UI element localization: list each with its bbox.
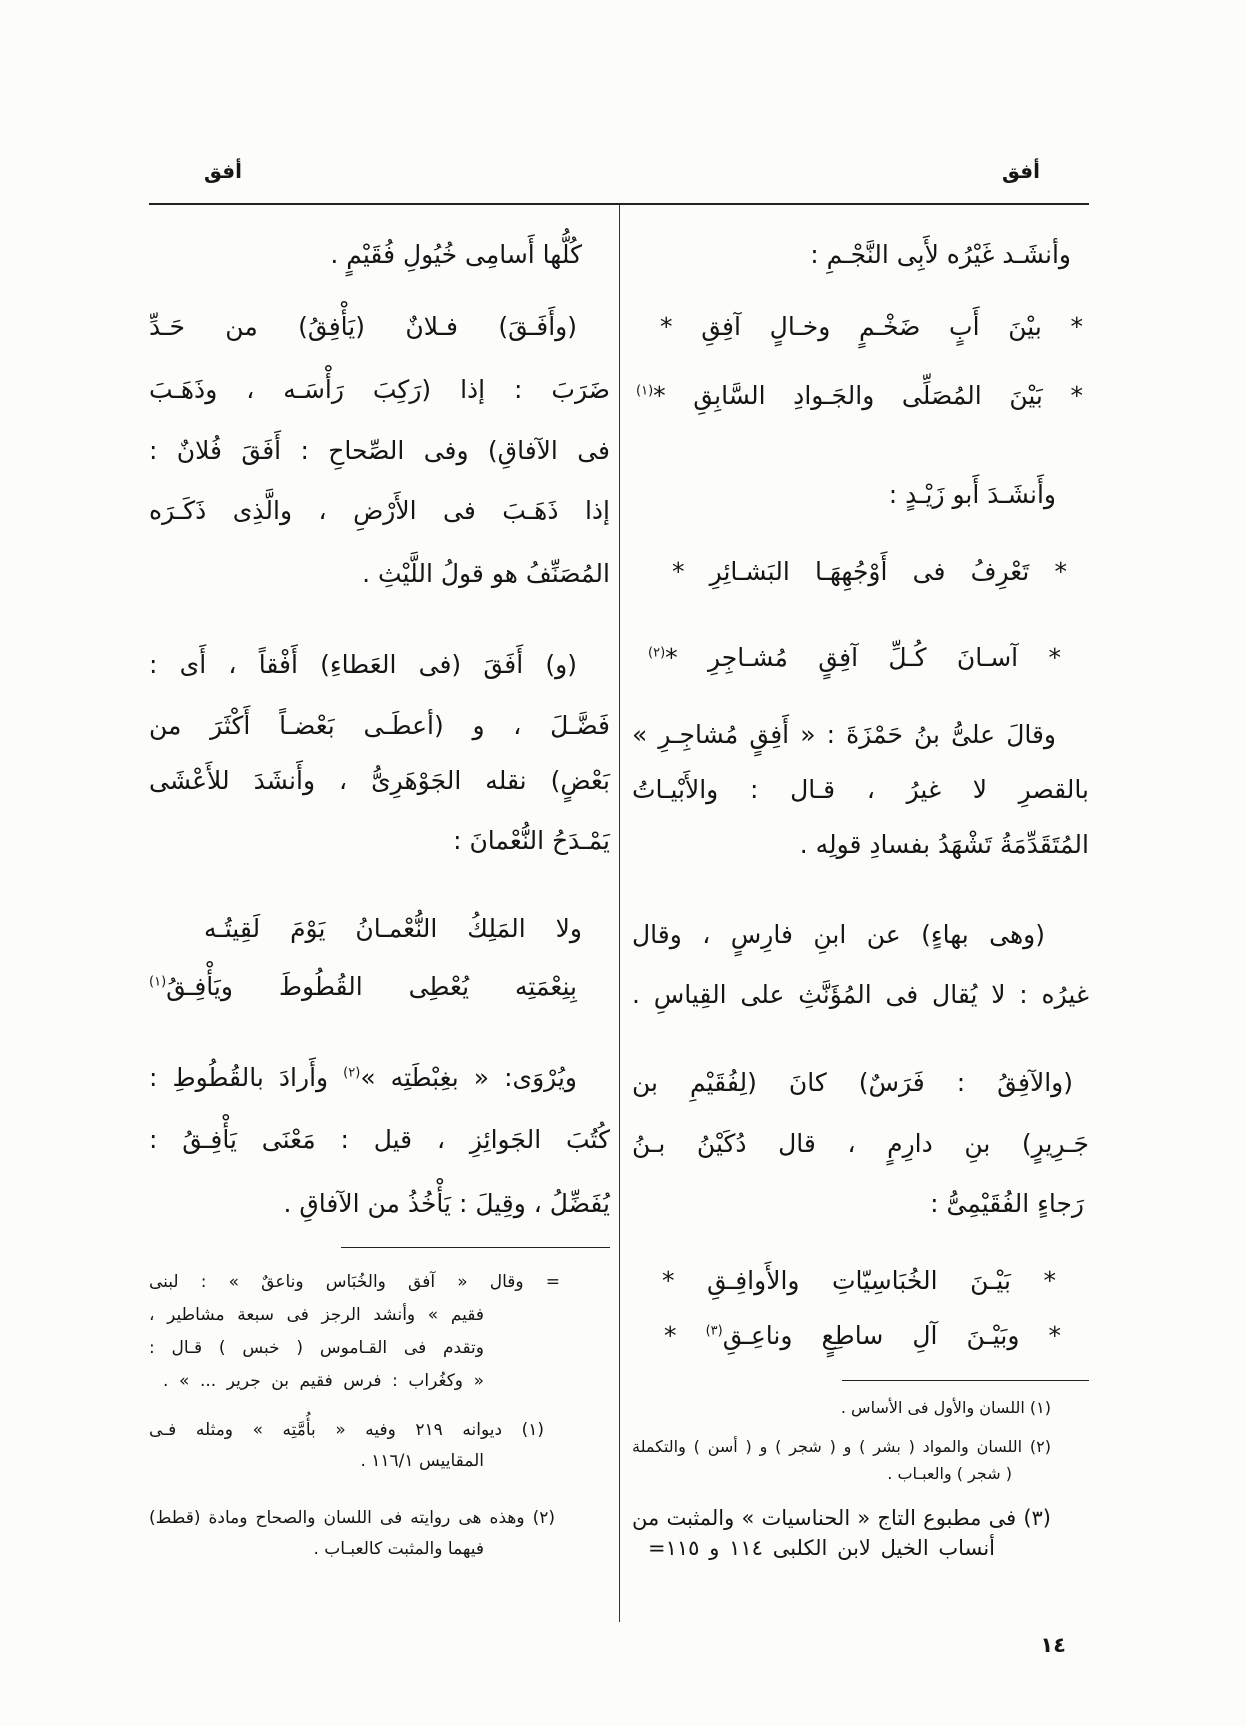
line-text: * بَيْـنَ الخُبَاسِيّاتِ والأَوافِـقِ * [662, 1266, 1056, 1295]
footnote-line: (١) ديوانه ٢١٩ وفيه « بأُمَّتِه » ومثله فـى [149, 1420, 544, 1440]
footnote-line: وتقدم فى القـاموس ( خبس ) قـال : [149, 1338, 484, 1358]
line-text: * بَيْنَ المُصَلِّى والجَـوادِ السَّابِقِ * [653, 381, 1083, 410]
line-text: وقالَ علىُّ بنُ حَمْزَةَ : « أَفِقٍ مُشاجِـرِ » [632, 720, 1056, 749]
line-text: بالقصرِ لا غيرُ ، قـال : والأَبْيـاتُ [632, 775, 1089, 804]
page-number: ١٤ [1040, 1633, 1066, 1657]
footnote-line: (١) اللسان والأول فى الأساس . [840, 1398, 1051, 1417]
verse-line [632, 309, 1089, 345]
line-text: كُتُبَ الجَوائِزِ ، قيل : مَعْنَى يَأْفِـقُ : [149, 1125, 610, 1154]
footnote-line: (٢) اللسان والمواد ( بشر ) و ( شجر ) و ( أسن ) والتكملة [632, 1437, 1051, 1456]
line-text: (و) أَفَقَ (فى العَطاءِ) أَفْقاً ، أَى : [149, 650, 577, 679]
text-line [149, 708, 610, 744]
line-text: ضَرَبَ : إذا (رَكِبَ رَأْسَـه ، وذَهَـبَ [149, 375, 610, 404]
verse-line [149, 911, 610, 947]
line-text: وأَرادَ بالقُطُوطِ : [149, 1063, 344, 1092]
line-text: إذا ذَهَـبَ فى الأَرْضِ ، والَّذِى ذَكَـرَه [149, 496, 610, 525]
text-line [149, 237, 610, 273]
line-text: * بيْنَ أَبٍ ضَخْـمٍ وخـالٍ آفِقِ * [660, 312, 1083, 341]
footnote-marker: (٣) [705, 1323, 723, 1339]
text-line [632, 917, 1089, 953]
text-line [149, 763, 610, 799]
line-text: يُفَضِّلُ ، وقِيلَ : يَأْخُذُ من الآفاقِ . [283, 1189, 610, 1218]
line-text: * تَعْرِفُ فى أَوْجُهِهَـا البَشـائِرِ * [672, 557, 1067, 586]
footnote-line: فيهما والمثبت كالعبـاب . [313, 1539, 484, 1559]
footnote-rule [341, 1247, 610, 1248]
line-text: غيرُه : لا يُقال فى المُؤَنَّثِ على القِياسِ . [632, 980, 1089, 1009]
text-line [149, 1060, 610, 1096]
running-head-left: أفق [204, 159, 242, 183]
line-text: كُلُّها أَسامِى خُيُولِ فُقَيْمٍ . [330, 240, 582, 269]
line-text: (وأَفَـقَ) فـلانٌ (يَأْفِقُ) من حَـدِّ [149, 312, 577, 341]
line-text: ولا المَلِكُ النُّعْمـانُ يَوْمَ لَقِيتُـه [204, 914, 582, 943]
text-line [149, 1186, 610, 1222]
line-text: وأَنشَـدَ أَبو زَيْـدٍ : [888, 480, 1056, 509]
text-line [632, 1126, 1089, 1162]
line-text: المُصَنِّفُ هو قولُ اللَّيْثِ . [362, 559, 610, 588]
line-text: (وهى بهاءٍ) عن ابنِ فارِسٍ ، وقال [632, 920, 1045, 949]
verse-line [149, 969, 610, 1005]
line-text: * وبَيْـنَ آلِ ساطِعٍ وناعِـقِ [722, 1321, 1061, 1350]
line-text: * [664, 1321, 706, 1350]
footnote-line: ( شجر ) والعبـاب . [887, 1464, 1012, 1483]
text-line [149, 1122, 610, 1158]
text-line [149, 372, 610, 408]
text-line [632, 477, 1089, 513]
verse-line [632, 378, 1089, 414]
line-text: يَمْـدَحُ النُّعْمانَ : [453, 826, 610, 855]
line-text: المُتَقَدِّمَةُ تَشْهَدُ بفسادِ قولِه . [799, 830, 1089, 859]
verse-line [632, 554, 1089, 590]
footnote-marker: (١) [149, 974, 167, 990]
text-line [149, 823, 610, 859]
line-text: * آسـانَ كُـلِّ آفِقٍ مُشـاجِرِ * [665, 643, 1061, 672]
footnote-marker: (١) [636, 383, 654, 399]
verse-line [632, 1318, 1089, 1354]
line-text: جَـرِيرٍ) بنِ دارِمٍ ، قال دُكَيْنُ بـنُ [632, 1129, 1089, 1158]
footnote-marker: (٢) [648, 645, 666, 661]
verse-line [632, 1263, 1089, 1299]
text-line [149, 493, 610, 529]
line-text: ويُرْوَى: « بغِبْطَتِه » [360, 1063, 577, 1092]
column-divider [619, 205, 620, 1622]
text-line [149, 647, 610, 683]
text-line [632, 1186, 1089, 1222]
text-line [149, 556, 610, 592]
line-text: فَضَّـلَ ، و (أعطَـى بَعْضـاً أَكْثَرَ من [149, 711, 610, 740]
line-text: فى الآفاقِ) وفى الصِّحاحِ : أَفَقَ فُلانٌ : [149, 436, 610, 465]
line-text: بِنِعْمَتِه يُعْطِى القُطُوطَ ويَأْفِـقُ [166, 972, 577, 1001]
line-text: بَعْضٍ) نقله الجَوْهَرِىُّ ، وأَنشَدَ للأَعْشَى [149, 766, 610, 795]
verse-line [632, 640, 1089, 676]
line-text: وأنشَـد غَيْرُه لأَبِى النَّجْـمِ : [810, 240, 1071, 269]
text-line [632, 977, 1089, 1013]
footnote-line: فقيم » وأنشد الرجز فى سبعة مشاطير ، [149, 1305, 484, 1325]
text-line [149, 433, 610, 469]
text-line [149, 309, 610, 345]
line-text: رَجاءٍ الفُقَيْمِىُّ : [930, 1189, 1084, 1218]
footnote-line: أنساب الخيل لابن الكلبى ١١٤ و ١١٥= [648, 1536, 995, 1560]
text-line [632, 827, 1089, 863]
footnote-line: « وكغُراب : فرس فقيم بن جرير ... » . [163, 1371, 484, 1391]
running-head-right: أفق [1002, 159, 1040, 183]
text-line [632, 717, 1089, 753]
footnote-line: = وقال « آفق والخُبَاس وناعقٌ » : لبنى [149, 1272, 560, 1292]
text-line [632, 1065, 1089, 1101]
footnote-marker: (٢) [343, 1065, 361, 1081]
text-line [632, 772, 1089, 808]
text-line [632, 237, 1089, 273]
footnote-rule [842, 1380, 1089, 1381]
footnote-line: المقاييس ١١٦/١ . [360, 1451, 484, 1471]
line-text: (والآفِقُ : فَرَسٌ) كانَ (لِفُقَيْمِ بن [632, 1068, 1073, 1097]
footnote-line: (٣) فى مطبوع التاج « الحناسيات » والمثبت من [632, 1506, 1051, 1530]
footnote-line: (٢) وهذه هى روايته فى اللسان والصحاح ومادة (قطط) [149, 1508, 555, 1528]
